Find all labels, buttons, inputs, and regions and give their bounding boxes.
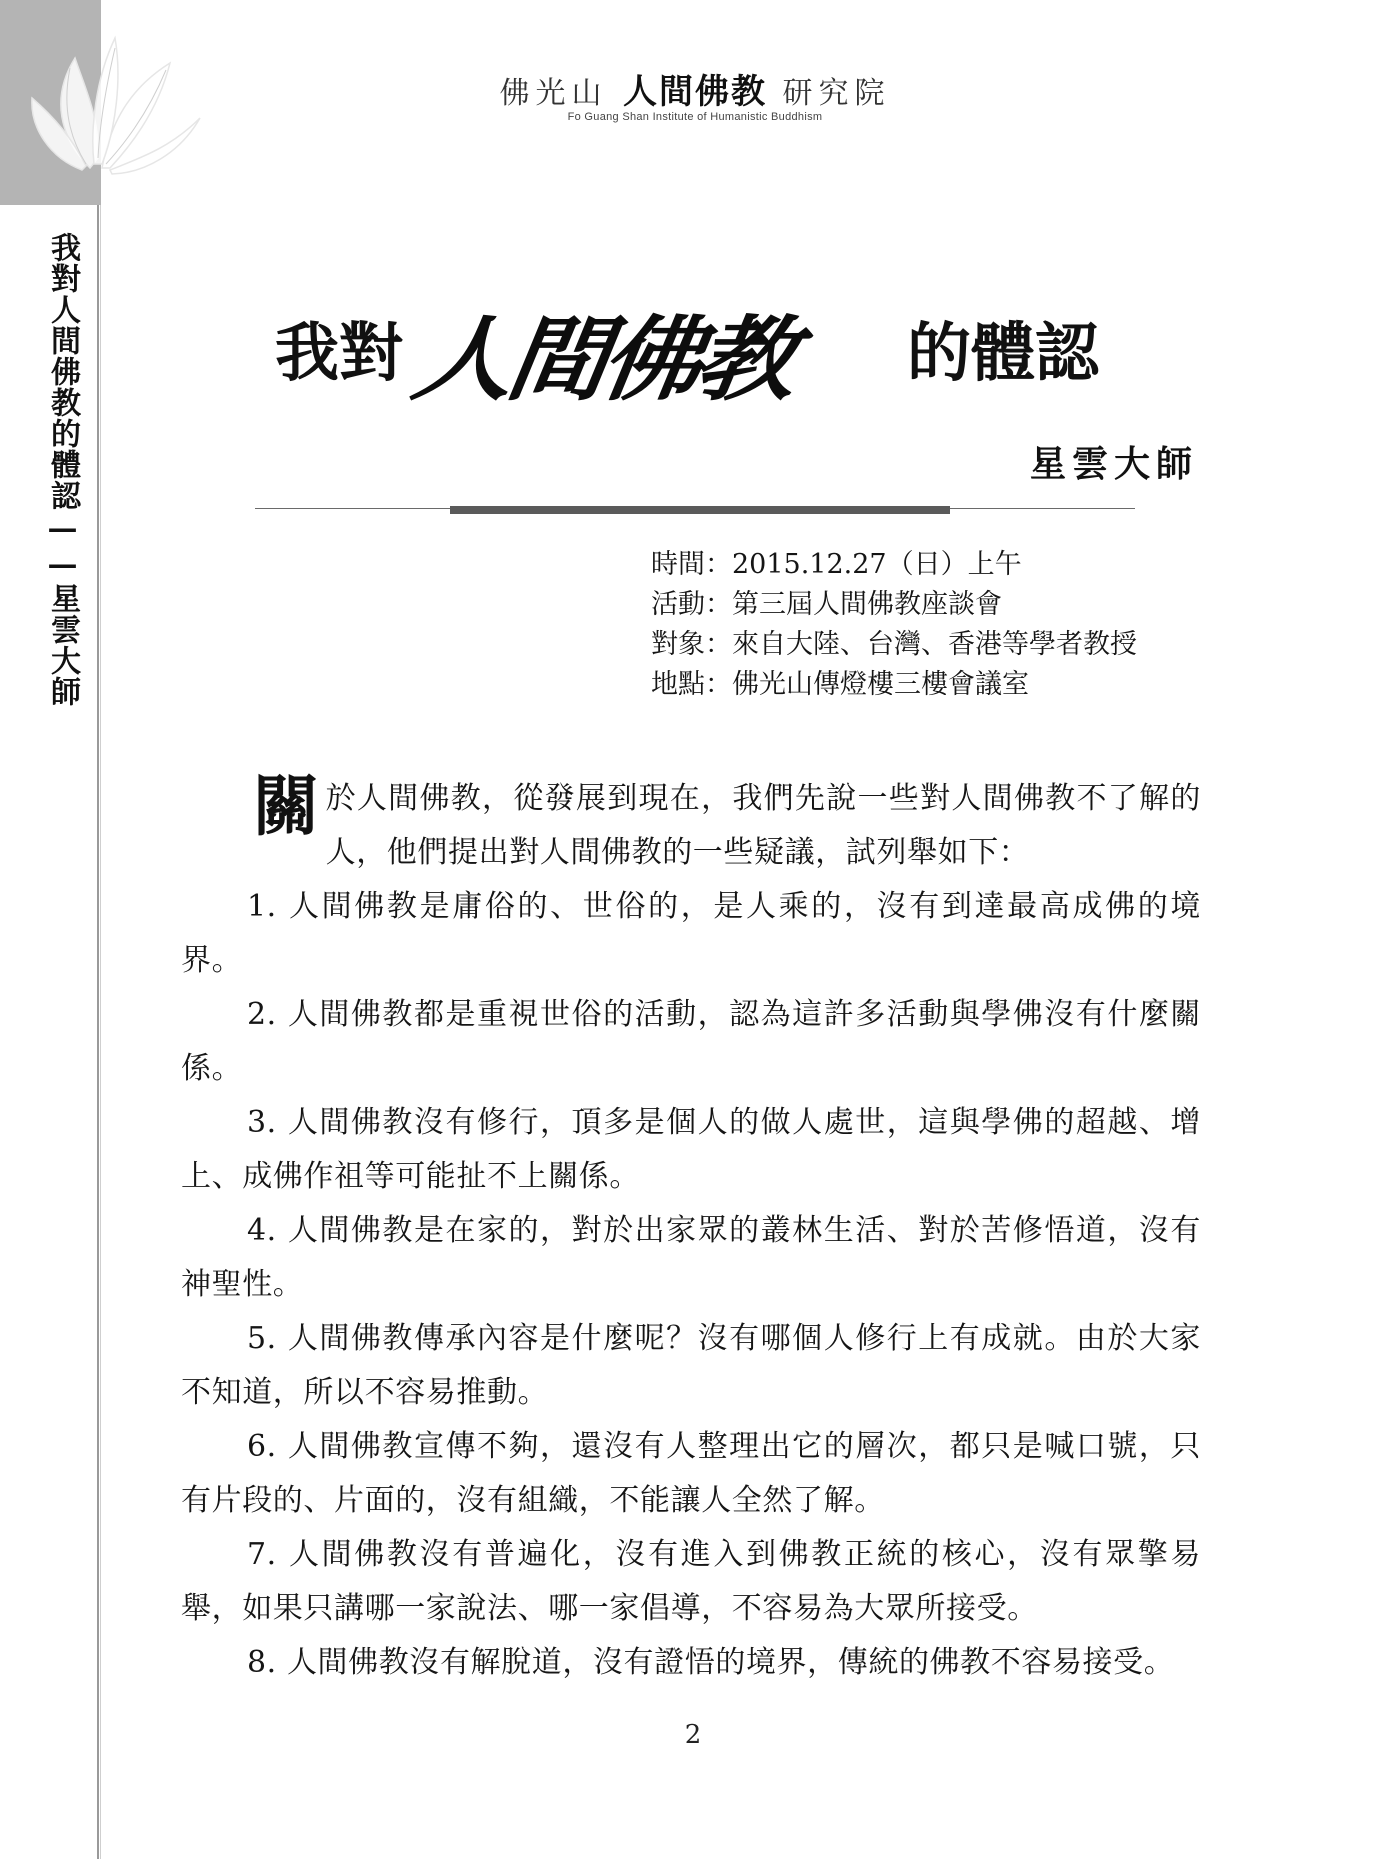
title-right: 的體認: [907, 316, 1099, 391]
title-left: 我對: [275, 316, 403, 391]
intro-paragraph: [181, 767, 1201, 880]
running-title-vertical: 我對人間佛教的體認——星雲大師: [45, 232, 80, 707]
list-item: 8. 人間佛教沒有解脫道，沒有證悟的境界，傳統的佛教不容易接受。: [247, 1645, 1175, 1680]
lotus-flower-icon: [20, 18, 210, 188]
article-body: [181, 767, 1201, 1690]
drop-cap: 關: [253, 767, 320, 845]
institute-suffix: 研究院: [782, 76, 891, 111]
info-location: 地點：佛光山傳燈樓三樓會議室: [651, 669, 1029, 700]
article-title: [265, 280, 1125, 414]
divider-thick: [450, 506, 950, 514]
institute-highlight: 人間佛教: [623, 72, 767, 112]
list-item: 6. 人間佛教宣傳不夠，還沒有人整理出它的層次，都只是喊口號，只有片段的、片面的，沒有組織，不能讓人全然了解。: [181, 1429, 1201, 1518]
institute-prefix: 佛光山: [499, 76, 608, 111]
list-item: 5. 人間佛教傳承內容是什麼呢？沒有哪個人修行上有成就。由於大家不知道，所以不容易推動。: [181, 1321, 1201, 1410]
list-item: 3. 人間佛教沒有修行，頂多是個人的做人處世，這與學佛的超越、增上、成佛作祖等可能扯不上關係。: [181, 1105, 1201, 1194]
list-item: 4. 人間佛教是在家的，對於出家眾的叢林生活、對於苦修悟道，沒有神聖性。: [181, 1213, 1201, 1302]
intro-text: 於人間佛教，從發展到現在，我們先說一些對人間佛教不了解的人，他們提出對人間佛教的一些疑議，試列舉如下：: [325, 781, 1201, 870]
institute-name-en: Fo Guang Shan Institute of Humanistic Buddhism: [567, 111, 823, 123]
author-name: 星雲大師: [1030, 443, 1199, 485]
event-info: [651, 545, 1211, 705]
list-item: 7. 人間佛教沒有普遍化，沒有進入到佛教正統的核心，沒有眾擎易舉，如果只講哪一家說法、哪一家倡導，不容易為大眾所接受。: [181, 1537, 1201, 1626]
list-item: 2. 人間佛教都是重視世俗的活動，認為這許多活動與學佛沒有什麼關係。: [181, 997, 1201, 1086]
info-audience: 對象：來自大陸、台灣、香港等學者教授: [651, 629, 1137, 660]
margin-line: [97, 205, 99, 1859]
info-time: 時間：2015.12.27（日）上午: [651, 549, 1022, 580]
institute-name: [480, 64, 910, 113]
info-event: 活動：第三屆人間佛教座談會: [651, 589, 1002, 620]
margin-line-light: [100, 205, 101, 1859]
title-calligraphy: 人間佛教: [406, 305, 798, 414]
page-number: 2: [684, 1720, 702, 1750]
list-item: 1. 人間佛教是庸俗的、世俗的，是人乘的，沒有到達最高成佛的境界。: [181, 889, 1201, 978]
